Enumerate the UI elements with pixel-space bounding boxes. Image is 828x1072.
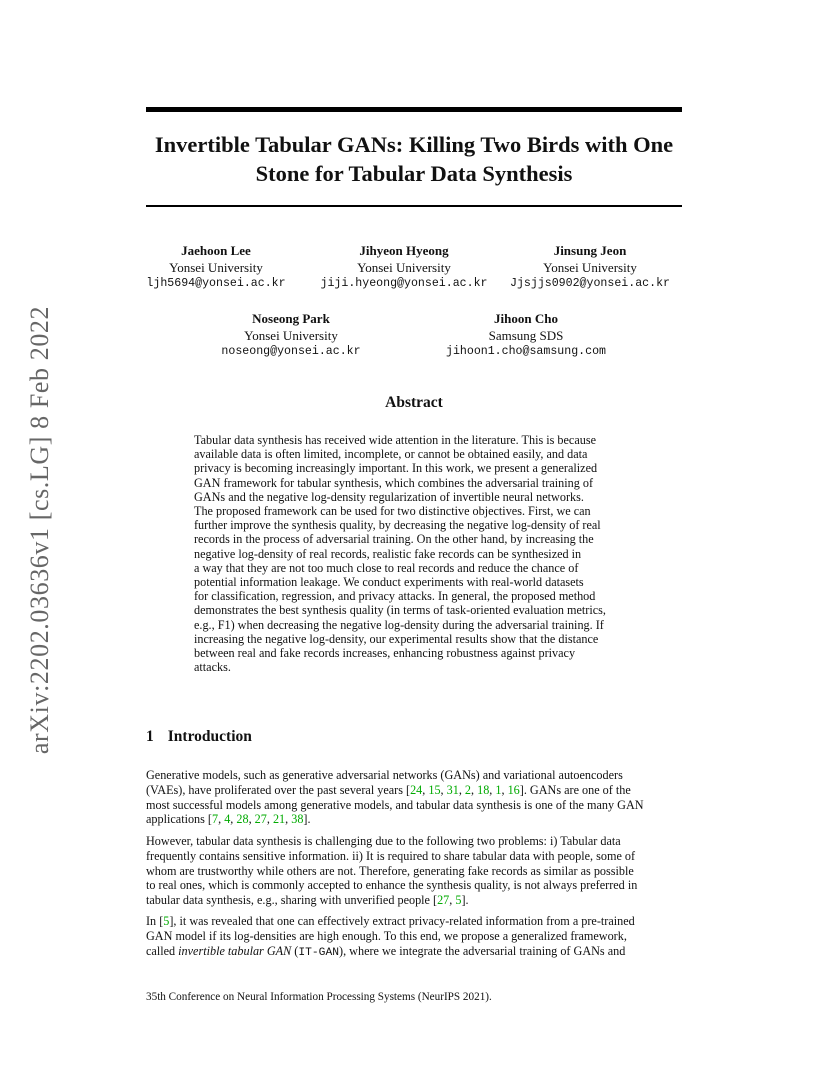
paper-title — [146, 130, 682, 188]
intro-paragraph-1 — [146, 768, 686, 827]
body-text: called — [146, 943, 179, 958]
abstract-line: e.g., F1) when decreasing the negative log-density during the adversarial training. If — [194, 617, 604, 632]
conference-footer: 35th Conference on Neural Information Processing Systems (NeurIPS 2021). — [146, 991, 492, 1003]
citation-link[interactable]: 28 — [236, 812, 249, 827]
citation-link[interactable]: 4 — [224, 812, 231, 827]
body-line: (VAEs), have proliferated over the past several years [24, 15, 31, 2, 18, 1, 16]. GANs are one of the — [146, 782, 631, 797]
title-line-2: Stone for Tabular Data Synthesis — [255, 161, 573, 186]
author-name: Jaehoon Lee — [181, 243, 251, 258]
body-line: Generative models, such as generative adversarial networks (GANs) and variational autoencoders — [146, 768, 623, 782]
abstract-heading: Abstract — [385, 394, 443, 411]
body-text: applications [ — [146, 812, 212, 827]
author-affiliation: Yonsei University — [244, 327, 338, 343]
title-line-1: Invertible Tabular GANs: Killing Two Birds with One — [154, 132, 674, 157]
citation-link[interactable]: 16 — [507, 782, 520, 797]
title-top-rule — [146, 107, 682, 112]
author-email: jihoon1.cho@samsung.com — [445, 345, 607, 358]
abstract-line: GANs and the negative log-density regularization of invertible neural networks. — [194, 489, 584, 504]
body-line: However, tabular data synthesis is challenging due to the following two problems: i) Tabular data — [146, 834, 621, 848]
citation-link[interactable]: 27 — [437, 893, 450, 908]
author-name: Noseong Park — [252, 311, 330, 326]
citation-link[interactable]: 24 — [410, 782, 423, 797]
abstract-line: for classification, regression, and privacy attacks. In general, the proposed method — [194, 589, 596, 604]
body-line: GAN model if its log-densities are high enough. To this end, we propose a generalized framework, — [146, 928, 627, 943]
body-line — [146, 914, 686, 929]
abstract-line: records in the process of adversarial training. On the other hand, by increasing the — [194, 532, 594, 547]
body-text: (VAEs), have proliferated over the past several years [ — [146, 782, 411, 797]
author-email: noseong@yonsei.ac.kr — [221, 345, 361, 358]
author-block — [510, 243, 670, 293]
abstract-line: Tabular data synthesis has received wide attention in the literature. This is because — [194, 433, 596, 447]
abstract-line: between real and fake records increases, enhancing robustness against privacy — [194, 646, 576, 661]
abstract-line: GAN framework for tabular synthesis, which combines the adversarial training of — [194, 475, 594, 490]
body-text: ]. — [303, 812, 311, 827]
title-bottom-rule — [146, 205, 682, 207]
author-block — [146, 243, 285, 293]
abstract-line: potential information leakage. We conduct experiments with real-world datasets — [194, 575, 584, 590]
body-line: applications [7, 4, 28, 27, 21, 38]. — [146, 812, 311, 827]
abstract-line: The proposed framework can be used for two distinctive objectives. First, we can — [194, 504, 591, 519]
citation-link[interactable]: 7 — [212, 812, 219, 827]
author-email: Jjsjjs0902@yonsei.ac.kr — [509, 277, 671, 290]
author-block — [321, 243, 488, 293]
body-text: ], it was revealed that one can effectively extract privacy-related information from a pre-trained — [169, 914, 635, 928]
citation-link[interactable]: 5 — [455, 893, 462, 908]
citation-link[interactable]: 2 — [464, 782, 472, 797]
abstract-line: demonstrates the best synthesis quality (in terms of task-oriented evaluation metrics, — [194, 603, 606, 618]
citation-link[interactable]: 21 — [272, 812, 286, 827]
author-email: jiji.hyeong@yonsei.ac.kr — [320, 277, 488, 290]
body-text: ]. GANs are one of the — [519, 782, 631, 797]
author-block — [446, 311, 606, 361]
intro-paragraph-2 — [146, 834, 686, 908]
citation-link[interactable]: 27 — [254, 812, 267, 827]
author-name: Jihyeon Hyeong — [359, 243, 449, 258]
intro-paragraph-3 — [146, 914, 686, 960]
arxiv-id: arXiv:2202.03636v1 [cs.LG] 8 Feb 2022 — [25, 305, 55, 755]
abstract-line: increasing the negative log-density, our experimental results show that the distance — [194, 631, 599, 646]
section-number: 1 — [146, 728, 154, 745]
citation-link[interactable]: 1 — [495, 782, 502, 797]
body-text: In [ — [146, 914, 164, 928]
citation-link[interactable]: 15 — [428, 782, 441, 797]
body-text: ), where we integrate the adversarial training of GANs and — [339, 943, 626, 958]
body-text: ]. — [461, 893, 469, 908]
abstract-line: attacks. — [194, 660, 231, 675]
code-text: IT-GAN — [298, 946, 340, 959]
abstract-body — [194, 433, 634, 674]
author-name: Jinsung Jeon — [553, 243, 627, 258]
body-line: tabular data synthesis, e.g., sharing with unverified people [27, 5]. — [146, 893, 469, 908]
abstract-line: privacy is becoming increasingly important. In this work, we present a generalized — [194, 461, 598, 476]
author-affiliation: Yonsei University — [357, 259, 451, 275]
abstract-line: further improve the synthesis quality, by decreasing the negative log-density of real — [194, 518, 601, 533]
author-affiliation: Yonsei University — [169, 259, 263, 275]
author-name: Jihoon Cho — [494, 311, 558, 326]
body-line: frequently contains sensitive information. ii) It is required to share tabular data with people, some of — [146, 848, 636, 863]
author-affiliation: Yonsei University — [543, 259, 637, 275]
emphasis-text: invertible tabular GAN — [178, 943, 292, 958]
section-heading — [146, 728, 252, 746]
citation-link[interactable]: 38 — [291, 812, 304, 827]
citation-link[interactable]: 5 — [163, 914, 170, 928]
citation-link[interactable]: 18 — [477, 782, 490, 797]
body-line — [146, 944, 686, 961]
body-line: most successful models among generative models, and tabular data synthesis is one of the many GAN — [146, 797, 644, 812]
abstract-line: a way that they are not too much close to real records and reduce the chance of — [194, 560, 579, 575]
body-text: ( — [291, 943, 299, 958]
abstract-line: negative log-density of real records, realistic fake records can be synthesized in — [194, 546, 582, 561]
body-text: tabular data synthesis, e.g., sharing with unverified people [ — [146, 893, 438, 908]
section-title: Introduction — [167, 728, 252, 745]
abstract-line: available data is often limited, incomplete, or cannot be obtained easily, and data — [194, 447, 588, 462]
author-affiliation: Samsung SDS — [488, 327, 564, 343]
arxiv-stamp — [20, 300, 60, 760]
author-email: ljh5694@yonsei.ac.kr — [146, 277, 286, 290]
author-block — [221, 311, 360, 361]
body-line: to real ones, which is commonly accepted to enhance the synthesis quality, is not always preferred in — [146, 878, 638, 893]
body-line: whom are trustworthy while others are not. Therefore, generating fake records as similar as possible — [146, 863, 634, 878]
citation-link[interactable]: 31 — [446, 782, 459, 797]
